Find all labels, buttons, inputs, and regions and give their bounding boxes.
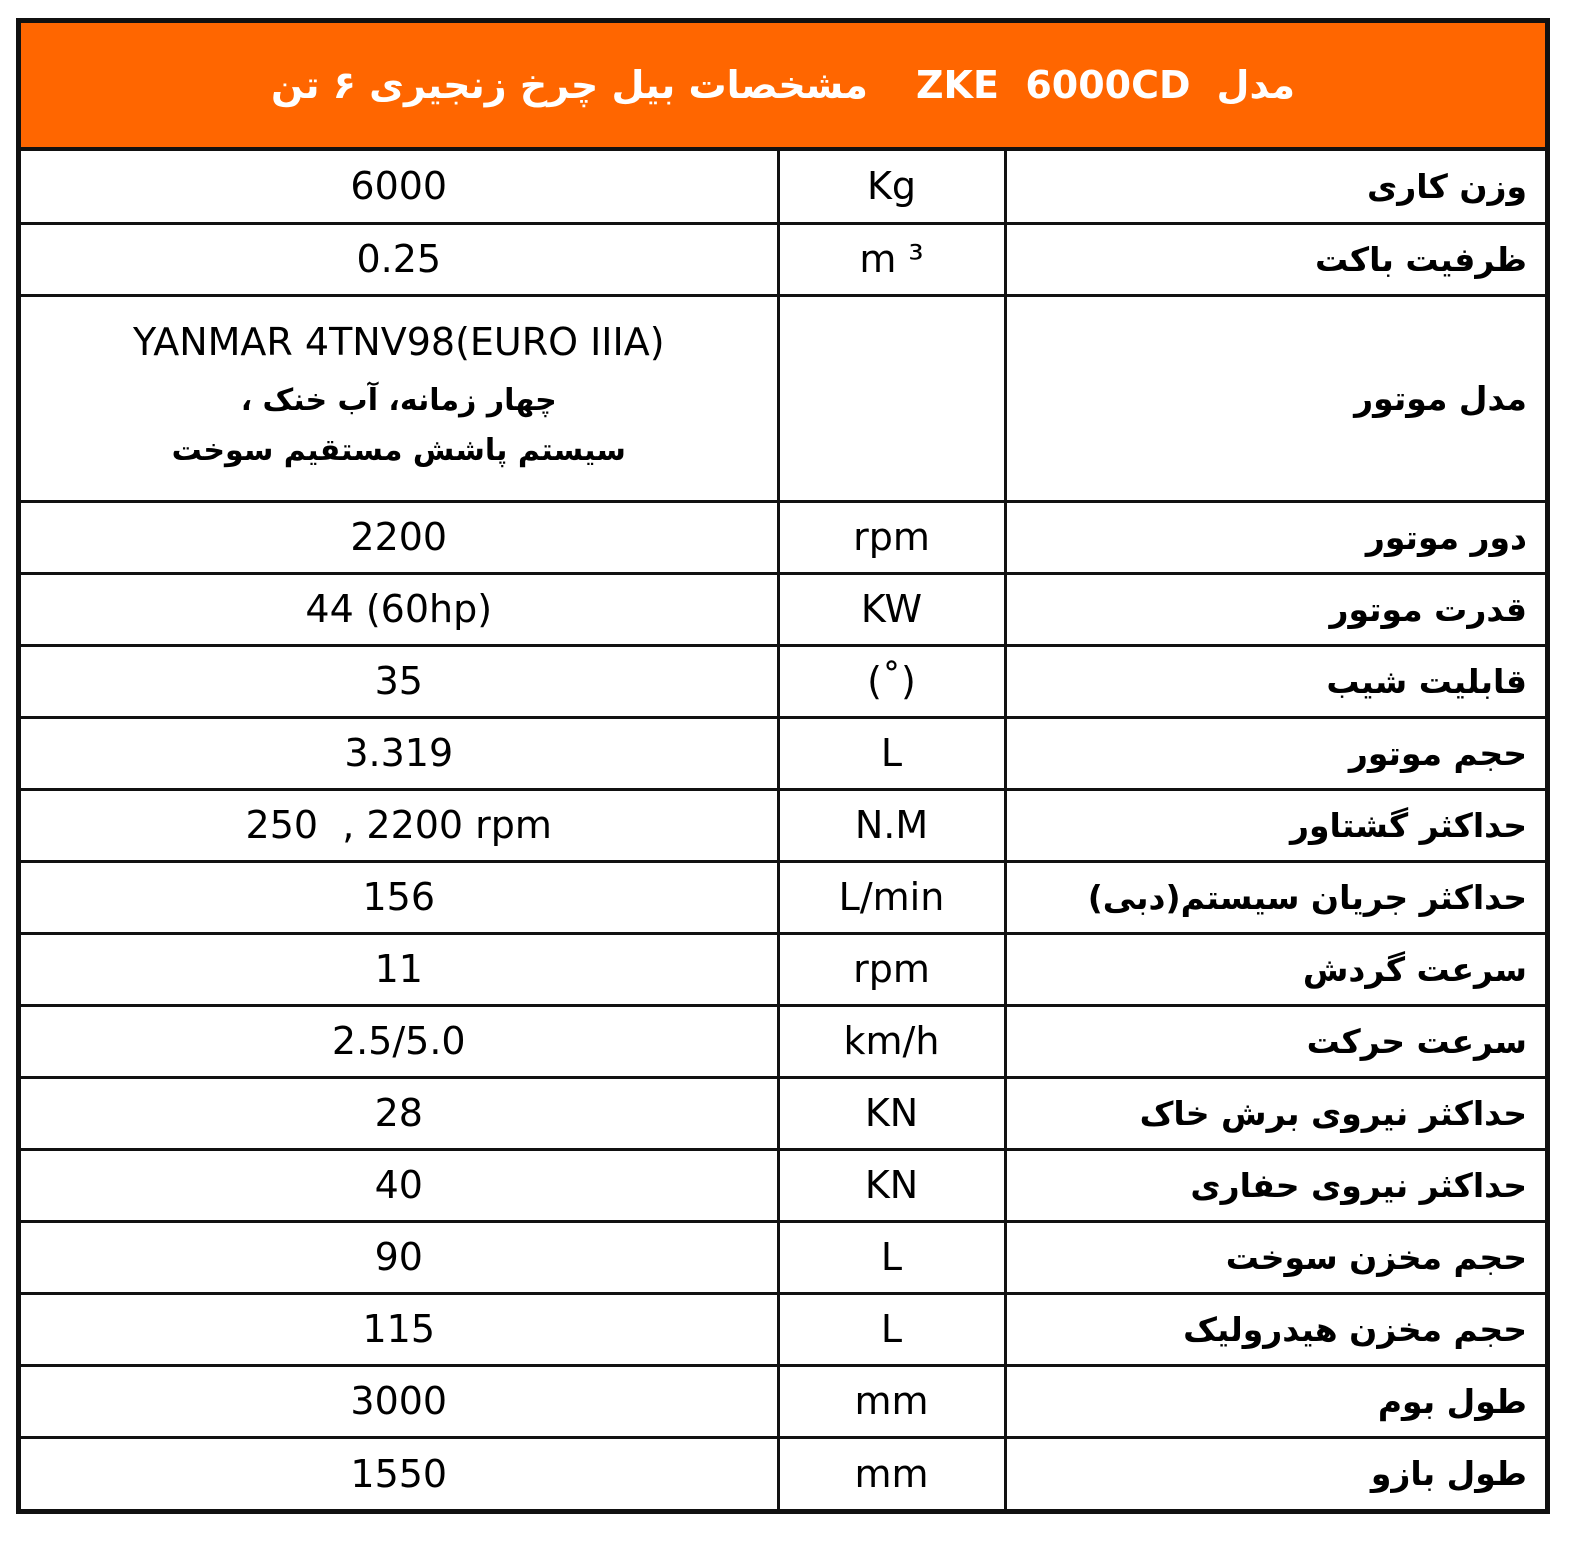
table-row <box>21 1365 1545 1437</box>
unit-cell: km/h <box>778 1005 1005 1077</box>
table-row <box>21 151 1545 223</box>
label-cell: حجم مخزن هیدرولیک <box>1005 1293 1545 1365</box>
unit-cell: KN <box>778 1149 1005 1221</box>
engine-note-1: چهار زمانه، آب خنک ، <box>240 383 557 418</box>
label-cell: حداکثر نیروی حفاری <box>1005 1149 1545 1221</box>
engine-model: YANMAR 4TNV98(EURO IIIA) <box>132 320 665 364</box>
unit-cell: N.M <box>778 789 1005 861</box>
table-row <box>21 223 1545 295</box>
engine-note-2: سیستم پاشش مستقیم سوخت <box>171 433 626 468</box>
value-cell: 90 <box>21 1221 778 1293</box>
label-cell: طول بازو <box>1005 1437 1545 1509</box>
value-cell <box>21 295 778 501</box>
label-cell: سرعت حرکت <box>1005 1005 1545 1077</box>
spec-sheet <box>16 18 1550 1514</box>
label-cell: حجم مخزن سوخت <box>1005 1221 1545 1293</box>
value-cell: 2200 <box>21 501 778 573</box>
unit-cell: rpm <box>778 501 1005 573</box>
value-cell: 250 , 2200 rpm <box>21 789 778 861</box>
value-cell: 40 <box>21 1149 778 1221</box>
unit-cell: L/min <box>778 861 1005 933</box>
value-cell: 3000 <box>21 1365 778 1437</box>
value-cell: 28 <box>21 1077 778 1149</box>
header-model <box>916 63 1295 107</box>
value-cell: 1550 <box>21 1437 778 1509</box>
label-cell: قابلیت شیب <box>1005 645 1545 717</box>
table-row <box>21 295 1545 501</box>
table-row <box>21 1005 1545 1077</box>
table-row <box>21 717 1545 789</box>
value-cell: 0.25 <box>21 223 778 295</box>
value-cell: 11 <box>21 933 778 1005</box>
value-cell: 115 <box>21 1293 778 1365</box>
table-row <box>21 1437 1545 1509</box>
label-cell: حداکثر گشتاور <box>1005 789 1545 861</box>
header-model-word: مدل <box>1216 63 1295 107</box>
unit-cell: L <box>778 717 1005 789</box>
label-cell: مدل موتور <box>1005 295 1545 501</box>
label-cell: طول بوم <box>1005 1365 1545 1437</box>
table-row <box>21 573 1545 645</box>
table-row <box>21 933 1545 1005</box>
value-cell: 6000 <box>21 151 778 223</box>
unit-cell: m ³ <box>778 223 1005 295</box>
label-cell: سرعت گردش <box>1005 933 1545 1005</box>
unit-cell: KW <box>778 573 1005 645</box>
unit-cell: L <box>778 1221 1005 1293</box>
label-cell: حجم موتور <box>1005 717 1545 789</box>
unit-cell: (˚) <box>778 645 1005 717</box>
label-cell: حداکثر جریان سیستم(دبی) <box>1005 861 1545 933</box>
table-row <box>21 501 1545 573</box>
table-row <box>21 1221 1545 1293</box>
value-cell: 44 (60hp) <box>21 573 778 645</box>
table-row <box>21 645 1545 717</box>
header-title: مشخصات بیل چرخ زنجیری ۶ تن <box>271 63 868 107</box>
table-row <box>21 1149 1545 1221</box>
label-cell: دور موتور <box>1005 501 1545 573</box>
label-cell: ظرفیت باکت <box>1005 223 1545 295</box>
unit-cell: KN <box>778 1077 1005 1149</box>
unit-cell: mm <box>778 1365 1005 1437</box>
label-cell: وزن کاری <box>1367 166 1527 206</box>
table-row <box>21 1293 1545 1365</box>
value-cell: 156 <box>21 861 778 933</box>
table-header <box>21 23 1545 151</box>
value-cell: 2.5/5.0 <box>21 1005 778 1077</box>
unit-cell: L <box>778 1293 1005 1365</box>
table-row <box>21 789 1545 861</box>
spec-table <box>21 151 1545 1509</box>
value-cell: 3.319 <box>21 717 778 789</box>
label-cell: حداکثر نیروی برش خاک <box>1005 1077 1545 1149</box>
table-row <box>21 861 1545 933</box>
label-cell: قدرت موتور <box>1005 573 1545 645</box>
header-model-code: ZKE 6000CD <box>915 63 1191 107</box>
unit-cell: rpm <box>778 933 1005 1005</box>
unit-cell <box>778 295 1005 501</box>
value-cell: 35 <box>21 645 778 717</box>
table-row <box>21 1077 1545 1149</box>
unit-cell: mm <box>778 1437 1005 1509</box>
unit-cell: Kg <box>778 151 1005 223</box>
